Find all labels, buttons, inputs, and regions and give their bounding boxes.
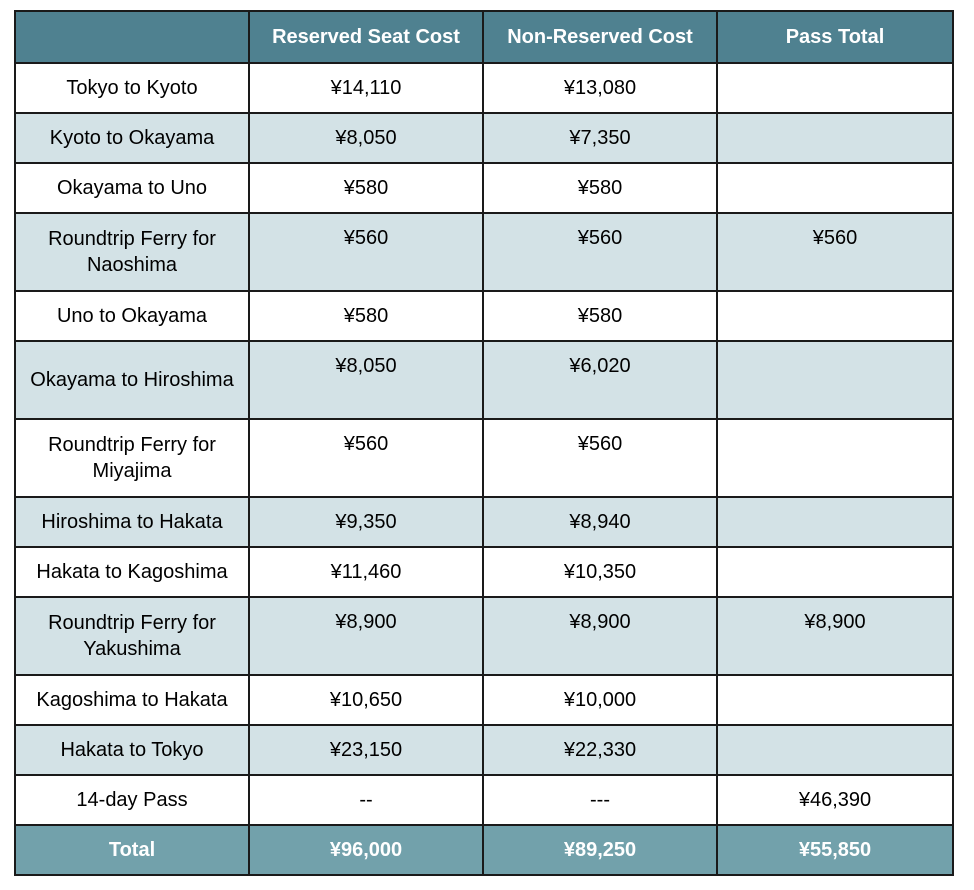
reserved-cost-cell: ¥580 — [249, 163, 483, 213]
non-reserved-cost-cell: ¥580 — [483, 163, 717, 213]
non-reserved-cost-cell: --- — [483, 775, 717, 825]
cost-table-container — [14, 10, 952, 876]
reserved-cost-cell: ¥8,050 — [249, 341, 483, 419]
pass-total-cell: ¥560 — [717, 213, 953, 291]
reserved-cost-cell: -- — [249, 775, 483, 825]
table-row — [15, 497, 953, 547]
route-cell: Hiroshima to Hakata — [15, 497, 249, 547]
non-reserved-cost-cell: ¥8,900 — [483, 597, 717, 675]
table-row — [15, 547, 953, 597]
pass-total-cell — [717, 341, 953, 419]
total-pass-total: ¥55,850 — [717, 825, 953, 875]
table-row — [15, 163, 953, 213]
pass-total-cell: ¥8,900 — [717, 597, 953, 675]
non-reserved-cost-cell: ¥7,350 — [483, 113, 717, 163]
table-row — [15, 775, 953, 825]
reserved-cost-cell: ¥580 — [249, 291, 483, 341]
reserved-cost-cell: ¥9,350 — [249, 497, 483, 547]
total-reserved-cost: ¥96,000 — [249, 825, 483, 875]
table-row — [15, 113, 953, 163]
non-reserved-cost-cell: ¥8,940 — [483, 497, 717, 547]
pass-total-cell — [717, 163, 953, 213]
non-reserved-cost-cell: ¥10,000 — [483, 675, 717, 725]
non-reserved-cost-cell: ¥10,350 — [483, 547, 717, 597]
non-reserved-cost-cell: ¥6,020 — [483, 341, 717, 419]
table-row — [15, 725, 953, 775]
table-row — [15, 63, 953, 113]
non-reserved-cost-cell: ¥13,080 — [483, 63, 717, 113]
header-reserved-seat-cost: Reserved Seat Cost — [249, 11, 483, 63]
route-cell: Roundtrip Ferry for Yakushima — [15, 597, 249, 675]
non-reserved-cost-cell: ¥560 — [483, 213, 717, 291]
table-row — [15, 291, 953, 341]
route-cell: Kagoshima to Hakata — [15, 675, 249, 725]
total-row — [15, 825, 953, 875]
route-cell: Roundtrip Ferry for Naoshima — [15, 213, 249, 291]
pass-total-cell — [717, 63, 953, 113]
route-cell: Tokyo to Kyoto — [15, 63, 249, 113]
reserved-cost-cell: ¥10,650 — [249, 675, 483, 725]
route-cell: Okayama to Hiroshima — [15, 341, 249, 419]
pass-total-cell — [717, 725, 953, 775]
total-label: Total — [15, 825, 249, 875]
reserved-cost-cell: ¥8,900 — [249, 597, 483, 675]
rail-cost-table — [14, 10, 954, 876]
header-non-reserved-cost: Non-Reserved Cost — [483, 11, 717, 63]
non-reserved-cost-cell: ¥22,330 — [483, 725, 717, 775]
pass-total-cell: ¥46,390 — [717, 775, 953, 825]
table-row — [15, 597, 953, 675]
pass-total-cell — [717, 547, 953, 597]
non-reserved-cost-cell: ¥560 — [483, 419, 717, 497]
table-row — [15, 213, 953, 291]
reserved-cost-cell: ¥8,050 — [249, 113, 483, 163]
reserved-cost-cell: ¥14,110 — [249, 63, 483, 113]
route-cell: Hakata to Tokyo — [15, 725, 249, 775]
total-non-reserved-cost: ¥89,250 — [483, 825, 717, 875]
route-cell: Okayama to Uno — [15, 163, 249, 213]
pass-total-cell — [717, 675, 953, 725]
reserved-cost-cell: ¥23,150 — [249, 725, 483, 775]
route-cell: 14-day Pass — [15, 775, 249, 825]
non-reserved-cost-cell: ¥580 — [483, 291, 717, 341]
reserved-cost-cell: ¥11,460 — [249, 547, 483, 597]
reserved-cost-cell: ¥560 — [249, 213, 483, 291]
table-row — [15, 419, 953, 497]
pass-total-cell — [717, 497, 953, 547]
header-row — [15, 11, 953, 63]
route-cell: Uno to Okayama — [15, 291, 249, 341]
header-pass-total: Pass Total — [717, 11, 953, 63]
route-cell: Hakata to Kagoshima — [15, 547, 249, 597]
pass-total-cell — [717, 291, 953, 341]
pass-total-cell — [717, 113, 953, 163]
table-row — [15, 675, 953, 725]
route-cell: Kyoto to Okayama — [15, 113, 249, 163]
header-route — [15, 11, 249, 63]
table-row — [15, 341, 953, 419]
route-cell: Roundtrip Ferry for Miyajima — [15, 419, 249, 497]
pass-total-cell — [717, 419, 953, 497]
reserved-cost-cell: ¥560 — [249, 419, 483, 497]
